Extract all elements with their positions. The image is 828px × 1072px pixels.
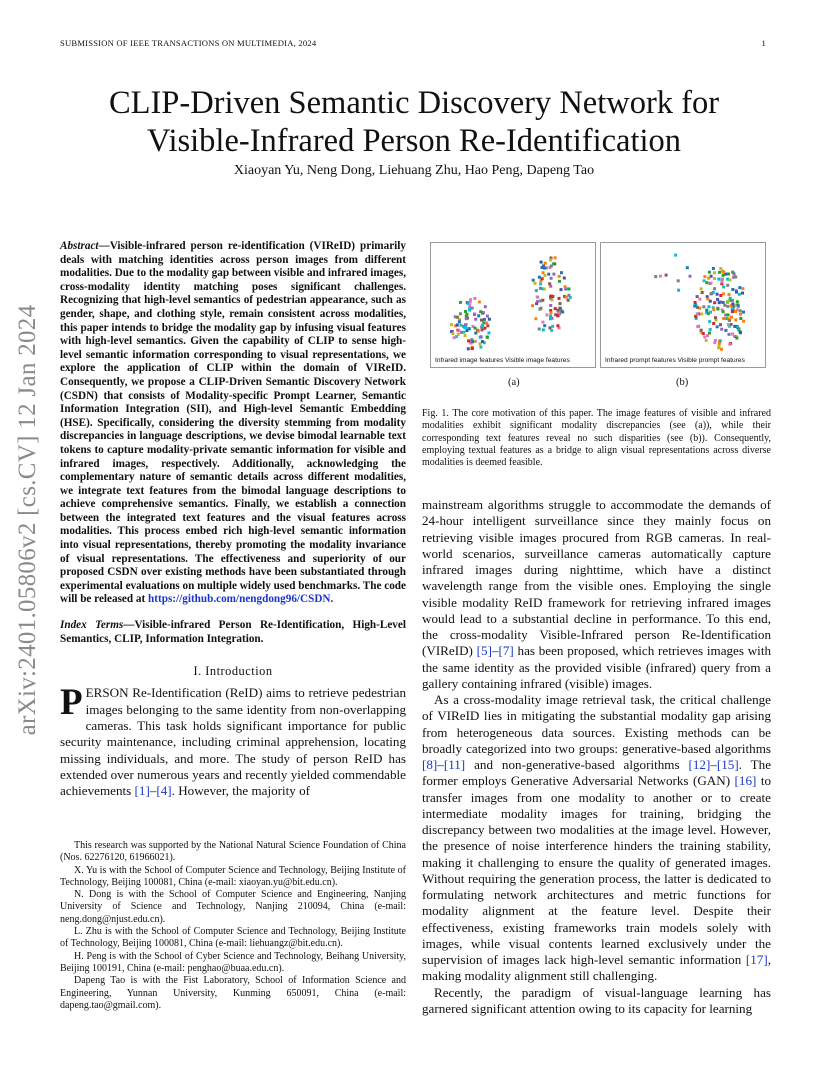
section-heading-introduction: I. Introduction: [193, 664, 273, 679]
scatter-point: [702, 305, 705, 308]
scatter-point: [543, 324, 546, 327]
scatter-point: [731, 271, 734, 274]
scatter-point: [719, 294, 722, 297]
intro-first-word: ERSON: [85, 685, 129, 701]
intro-paragraph: [60, 682, 406, 799]
scatter-point: [532, 279, 535, 282]
scatter-point: [538, 276, 541, 279]
scatter-point: [741, 292, 744, 295]
scatter-point: [464, 334, 467, 337]
scatter-point: [714, 316, 717, 319]
scatter-point: [567, 299, 570, 302]
p2-text: and non-generative-based algorithms: [465, 757, 689, 772]
scatter-point: [700, 287, 703, 290]
scatter-point: [677, 279, 680, 282]
scatter-plot-prompt-features: [601, 243, 765, 367]
scatter-point: [718, 271, 721, 274]
scatter-point: [547, 273, 550, 276]
scatter-point: [710, 282, 713, 285]
author-list: Xiaoyan Yu, Neng Dong, Liehuang Zhu, Hao Peng, Dapeng Tao: [233, 163, 595, 178]
scatter-point: [722, 317, 725, 320]
scatter-point: [458, 329, 461, 332]
scatter-point: [558, 297, 561, 300]
scatter-point: [468, 307, 471, 310]
scatter-point: [700, 329, 703, 332]
scatter-point: [703, 275, 706, 278]
scatter-point: [735, 290, 738, 293]
scatter-point: [484, 305, 487, 308]
scatter-point: [712, 291, 715, 294]
scatter-point: [473, 313, 476, 316]
title-line-1: CLIP-Driven Semantic Discovery Network for: [108, 85, 720, 121]
p2-text: As a cross-modality image retrieval task, the critical challenge of VIReID lies in mitigating the substantial modality gap arising from heterogeneous data sources. Existing methods can be broadly categorized into two groups: generative-based algorithms: [422, 692, 771, 756]
scatter-point: [536, 300, 539, 303]
scatter-point: [474, 318, 477, 321]
scatter-point: [459, 312, 462, 315]
citation-dash: –: [491, 643, 499, 659]
scatter-point: [458, 320, 461, 323]
scatter-point: [712, 267, 715, 270]
footnote-author-yu: X. Yu is with the School of Computer Science and Technology, Beijing Institute of Technology, Beijing 100081, China (e-mail: xiaoyan.yu@bit.edu.cn).: [60, 864, 406, 888]
scatter-point: [467, 339, 470, 342]
scatter-point: [551, 325, 554, 328]
scatter-point: [462, 331, 465, 334]
scatter-point: [565, 296, 568, 299]
scatter-point: [474, 332, 477, 335]
scatter-point: [742, 320, 745, 323]
scatter-point: [554, 307, 557, 310]
scatter-point: [535, 289, 538, 292]
paragraph-3: Recently, the paradigm of visual-language learning has garnered significant attention owing to its capacity for learning: [422, 984, 771, 1016]
scatter-point: [708, 271, 711, 274]
scatter-point: [543, 274, 546, 277]
scatter-point: [696, 325, 699, 328]
footnote-author-peng: H. Peng is with the School of Cyber Science and Technology, Beihang University, Beijing 100191, China (e-mail: penghao@buaa.edu.cn).: [60, 950, 406, 974]
scatter-point: [542, 271, 545, 274]
citation-link[interactable]: [8]: [422, 757, 438, 772]
scatter-point: [709, 311, 712, 314]
intro-text: Re-Identification (ReID) aims to retrieve pedestrian images belonging to the same identity from non-overlapping cameras. This task holds significant importance for public security maintenance, including criminal apprehension, locating missing individuals, and more. The study of person ReID has extended over numerous years and recently yielded commendable achievements: [60, 685, 406, 799]
scatter-point: [459, 324, 462, 327]
scatter-point: [727, 300, 730, 303]
scatter-point: [464, 310, 467, 313]
scatter-point: [659, 275, 662, 278]
citation-dash: –: [149, 783, 157, 799]
scatter-point: [561, 311, 564, 314]
drop-cap: P: [60, 682, 83, 724]
scatter-point: [464, 326, 467, 329]
scatter-point: [483, 327, 486, 330]
scatter-point: [560, 288, 563, 291]
scatter-point: [541, 277, 544, 280]
scatter-point: [481, 340, 484, 343]
scatter-point: [674, 254, 677, 257]
scatter-point: [727, 273, 730, 276]
scatter-point: [712, 308, 715, 311]
scatter-point: [709, 300, 712, 303]
scatter-point: [538, 308, 541, 311]
scatter-point: [544, 262, 547, 265]
index-terms-label: Index Terms: [60, 619, 124, 632]
scatter-plot-image-features: [431, 243, 595, 367]
scatter-point: [703, 336, 706, 339]
footnotes: [60, 840, 406, 1012]
scatter-point: [450, 323, 453, 326]
scatter-point: [728, 333, 731, 336]
scatter-point: [453, 336, 456, 339]
legend-a: Infrared image features Visible image features: [435, 357, 570, 364]
scatter-point: [719, 267, 722, 270]
arxiv-stamp-text: arXiv:2401.05806v2 [cs.CV] 12 Jan 2024: [14, 304, 41, 736]
scatter-point: [719, 323, 722, 326]
scatter-point: [486, 336, 489, 339]
scatter-point: [480, 335, 483, 338]
scatter-point: [698, 298, 701, 301]
scatter-point: [720, 328, 723, 331]
right-column-body: [422, 497, 771, 1017]
p2-text-end: , making modality alignment still challenging.: [422, 952, 771, 984]
scatter-point: [569, 296, 572, 299]
citation-link[interactable]: [16]: [734, 773, 757, 789]
p1-text-end: has been proposed, which retrieves images with the same identity as the provided visible (infrared) query from a gallery containing infrared (visible) images.: [422, 643, 771, 691]
scatter-point: [739, 331, 742, 334]
scatter-point: [723, 304, 726, 307]
scatter-point: [708, 320, 711, 323]
scatter-point: [549, 258, 552, 261]
scatter-point: [713, 287, 716, 290]
figure-panel-b: [600, 242, 766, 368]
scatter-point: [713, 277, 716, 280]
scatter-point: [554, 256, 557, 259]
scatter-point: [454, 315, 457, 318]
scatter-point: [739, 313, 742, 316]
scatter-point: [538, 328, 541, 331]
code-link[interactable]: https://github.com/nengdong96/CSDN.: [148, 593, 334, 606]
scatter-point: [705, 339, 708, 342]
scatter-point: [550, 329, 553, 332]
scatter-point: [467, 327, 470, 330]
scatter-point: [721, 278, 724, 281]
scatter-point: [549, 304, 552, 307]
scatter-point: [485, 322, 488, 325]
paper-title: [60, 84, 768, 160]
scatter-point: [465, 313, 468, 316]
scatter-point: [705, 309, 708, 312]
scatter-point: [451, 332, 454, 335]
scatter-point: [735, 337, 738, 340]
abstract-text: —Visible-infrared person re-identification (VIReID) primarily deals with matching identities across person images from different modalities. Due to the modality gap between visible and infrared images, cross-modality identity matching poses significant challenges. Recognizing that high-level semantics of pedestrian appearance, such as gender, shape, and clothing style, remain consistent across modalities, this paper intends to bridge the modality gap by infusing visual features with high-level semantics. Given the capability of CLIP to sense high-level semantic information corresponding to visual representations, we explore the application of CLIP within the domain of VIReID. Consequently, we propose a CLIP-Driven Semantic Discovery Network (CSDN) that consists of Modality-specific Prompt Learner, Semantic Information Integration (SII), and High-level Semantic Embedding (HSE). Specifically, considering the diversity stemming from modality discrepancies in language descriptions, we devise bimodal learnable text tokens to capture modality-private semantic information for visible and infrared images, respectively. Additionally, acknowledging the complementary nature of semantic details across different modalities, we integrate text features from the bimodal language descriptions to achieve comprehensive semantics. Finally, we establish a connection between the integrated text features and the visual features across modalities. This process embed rich high-level semantic information into visual representations, thereby promoting the modality invariance of visual representations. The effectiveness and superiority of our proposed CSDN over existing methods have been substantiated through experimental evaluations on multiple widely used benchmarks. The code will be released at: [60, 240, 406, 606]
scatter-point: [731, 333, 734, 336]
scatter-point: [742, 311, 745, 314]
scatter-point: [556, 309, 559, 312]
scatter-point: [736, 300, 739, 303]
scatter-point: [465, 317, 468, 320]
scatter-point: [731, 302, 734, 305]
scatter-point: [467, 347, 470, 350]
p2-text: . The former employs Generative Adversarial Networks (GAN): [422, 757, 772, 789]
scatter-point: [480, 319, 483, 322]
scatter-point: [728, 293, 731, 296]
paragraph-1: [422, 497, 771, 692]
scatter-point: [488, 318, 491, 321]
scatter-point: [738, 286, 741, 289]
scatter-point: [550, 295, 553, 298]
scatter-point: [467, 302, 470, 305]
title-line-2: Visible-Infrared Person Re-Identification: [146, 123, 682, 159]
p2-text: to transfer images from one modality to another or to create intermediate modality images for training, bridging the discrepancy between two modalities at the image level. However, the presence of noise interference hinders the training stability, making it challenging to ensure the quality of generated images. Without requiring the generation process, the latter is dedicated to formulating network architectures and metric functions for modality alignment at the feature level. Despite their effectiveness, existing frameworks train models solely with images, while visual contents learned exclusively under the supervision of images lack high-level semantic information: [422, 773, 772, 967]
scatter-point: [543, 267, 546, 270]
scatter-point: [481, 324, 484, 327]
figure-caption: Fig. 1. The core motivation of this paper. The image features of visible and infrared modalities exhibit significant modality discrepancies (see (a)), while their corresponding text features reveal no such disparities (see (b)). Consequently, employing textual features as a bridge to align visual representations across diverse modalities is deemed feasible.: [422, 408, 771, 469]
arxiv-stamp: [6, 294, 50, 746]
scatter-point: [456, 324, 459, 327]
scatter-point: [720, 348, 723, 351]
scatter-point: [727, 313, 730, 316]
subfigure-label-a: (a): [508, 377, 520, 388]
paragraph-2: [422, 692, 771, 985]
scatter-point: [733, 325, 736, 328]
scatter-point: [694, 301, 697, 304]
scatter-point: [665, 274, 668, 277]
scatter-point: [713, 301, 716, 304]
scatter-point: [550, 277, 553, 280]
scatter-point: [719, 339, 722, 342]
footnote-funding: This research was supported by the National Natural Science Foundation of China (Nos. 62276120, 61966021).: [60, 840, 406, 864]
intro-text-end: . However, the majority of: [171, 783, 311, 799]
scatter-point: [707, 277, 710, 280]
footnote-author-dong: N. Dong is with the School of Computer Science and Engineering, Nanjing University of Science and Technology, Nanjing 210094, China (e-mail: neng.dong@njust.edu.cn).: [60, 889, 406, 925]
scatter-point: [728, 319, 731, 322]
scatter-point: [722, 274, 725, 277]
scatter-point: [556, 324, 559, 327]
scatter-point: [718, 342, 721, 345]
citation-link[interactable]: [4]: [156, 783, 172, 799]
scatter-point: [534, 317, 537, 320]
scatter-point: [545, 313, 548, 316]
citation-link[interactable]: [5]: [476, 643, 492, 659]
scatter-point: [738, 293, 741, 296]
scatter-point: [722, 270, 725, 273]
scatter-point: [549, 315, 552, 318]
scatter-point: [731, 288, 734, 291]
scatter-point: [559, 302, 562, 305]
scatter-point: [708, 332, 711, 335]
scatter-point: [558, 280, 561, 283]
scatter-point: [563, 277, 566, 280]
scatter-point: [549, 311, 552, 314]
scatter-point: [486, 324, 489, 327]
scatter-point: [717, 278, 720, 281]
citation-link[interactable]: [12]: [688, 757, 711, 772]
scatter-point: [739, 317, 742, 320]
scatter-point: [481, 328, 484, 331]
citation-link[interactable]: [11]: [443, 757, 466, 772]
scatter-point: [716, 325, 719, 328]
scatter-point: [741, 287, 744, 290]
scatter-point: [696, 295, 699, 298]
scatter-point: [564, 285, 567, 288]
scatter-point: [478, 301, 481, 304]
scatter-point: [734, 318, 737, 321]
scatter-point: [471, 347, 474, 350]
scatter-point: [482, 311, 485, 314]
scatter-point: [457, 333, 460, 336]
scatter-point: [486, 315, 489, 318]
scatter-point: [531, 304, 534, 307]
scatter-point: [487, 331, 490, 334]
scatter-point: [689, 275, 692, 278]
scatter-point: [726, 284, 729, 287]
scatter-point: [654, 275, 657, 278]
scatter-point: [739, 309, 742, 312]
scatter-point: [539, 282, 542, 285]
scatter-point: [730, 316, 733, 319]
citation-dash: –: [437, 757, 444, 772]
scatter-point: [705, 281, 708, 284]
scatter-point: [729, 278, 732, 281]
abstract-label: Abstract: [60, 240, 99, 252]
scatter-point: [716, 298, 719, 301]
scatter-point: [477, 314, 480, 317]
scatter-point: [717, 308, 720, 311]
index-terms-text: —Visible-infrared Person Re-Identification, High-Level Semantics, CLIP, Information Integration.: [60, 619, 406, 645]
citation-link[interactable]: [15]: [716, 757, 739, 772]
subfigure-label-b: (b): [676, 377, 689, 388]
scatter-point: [716, 293, 719, 296]
scatter-point: [539, 287, 542, 290]
abstract: [60, 240, 406, 607]
scatter-point: [471, 340, 474, 343]
scatter-point: [686, 266, 689, 269]
scatter-point: [703, 279, 706, 282]
scatter-point: [477, 330, 480, 333]
page-number: 1: [761, 38, 766, 48]
scatter-point: [540, 261, 543, 264]
scatter-point: [541, 321, 544, 324]
scatter-point: [729, 297, 732, 300]
citation-link[interactable]: [1]: [134, 783, 150, 799]
scatter-point: [726, 305, 729, 308]
scatter-point: [724, 329, 727, 332]
scatter-point: [483, 318, 486, 321]
citation-dash: –: [710, 757, 717, 772]
figure-panel-a: [430, 242, 596, 368]
scatter-point: [549, 317, 552, 320]
scatter-point: [713, 271, 716, 274]
scatter-point: [677, 289, 680, 292]
scatter-point: [734, 310, 737, 313]
figure-1: [426, 242, 770, 392]
index-terms: [60, 619, 406, 646]
scatter-point: [696, 312, 699, 315]
scatter-point: [727, 323, 730, 326]
scatter-point: [718, 301, 721, 304]
scatter-point: [734, 275, 737, 278]
scatter-point: [550, 265, 553, 268]
scatter-point: [707, 305, 710, 308]
scatter-point: [568, 288, 571, 291]
citation-link[interactable]: [7]: [498, 643, 514, 659]
scatter-point: [722, 310, 725, 313]
scatter-point: [554, 313, 557, 316]
scatter-point: [473, 297, 476, 300]
running-header: SUBMISSION OF IEEE TRANSACTIONS ON MULTIMEDIA, 2024: [60, 38, 317, 48]
left-column: [60, 240, 406, 800]
footnote-author-zhu: L. Zhu is with the School of Computer Science and Technology, Beijing Institute of Technology, Beijing 100081, China (e-mail: liehuangz@bit.edu.cn).: [60, 926, 406, 950]
scatter-point: [701, 291, 704, 294]
scatter-point: [551, 298, 554, 301]
scatter-point: [479, 346, 482, 349]
scatter-point: [552, 273, 555, 276]
scatter-point: [714, 339, 717, 342]
scatter-point: [459, 301, 462, 304]
scatter-point: [712, 322, 715, 325]
scatter-point: [717, 346, 720, 349]
scatter-point: [534, 282, 537, 285]
scatter-point: [694, 315, 697, 318]
legend-b: Infrared prompt features Visible prompt features: [605, 357, 745, 364]
citation-link[interactable]: [17]: [745, 952, 768, 967]
scatter-point: [469, 298, 472, 301]
scatter-point: [700, 313, 703, 316]
scatter-point: [536, 296, 539, 299]
scatter-point: [722, 292, 725, 295]
scatter-point: [728, 343, 731, 346]
scatter-point: [558, 275, 561, 278]
p1-text: mainstream algorithms struggle to accommodate the demands of 24-hour intelligent surveillance since they mainly focus on retrieving visible images procured from RGB cameras. In real-world scenarios, surveillance cameras automatically capture infrared images during nighttime, which have a distinct wavelength range from the visible ones. Employing the single visible modality ReID framework for retrieving infrared images would lead to a substantial decline in performance. To this end, the cross-modality Visible-Infrared person Re-Identification (VIReID): [422, 497, 771, 659]
scatter-point: [549, 285, 552, 288]
scatter-point: [709, 328, 712, 331]
scatter-point: [702, 332, 705, 335]
scatter-point: [722, 301, 725, 304]
scatter-point: [542, 328, 545, 331]
scatter-point: [722, 285, 725, 288]
footnote-author-tao: Dapeng Tao is with the Fist Laboratory, School of Information Science and Engineering, Yunnan University, Kunming 650091, China (e-mail: dapeng.tao@gmail.com).: [60, 975, 406, 1011]
scatter-point: [737, 304, 740, 307]
scatter-point: [560, 271, 563, 274]
scatter-point: [693, 305, 696, 308]
scatter-point: [557, 312, 560, 315]
scatter-point: [539, 299, 542, 302]
